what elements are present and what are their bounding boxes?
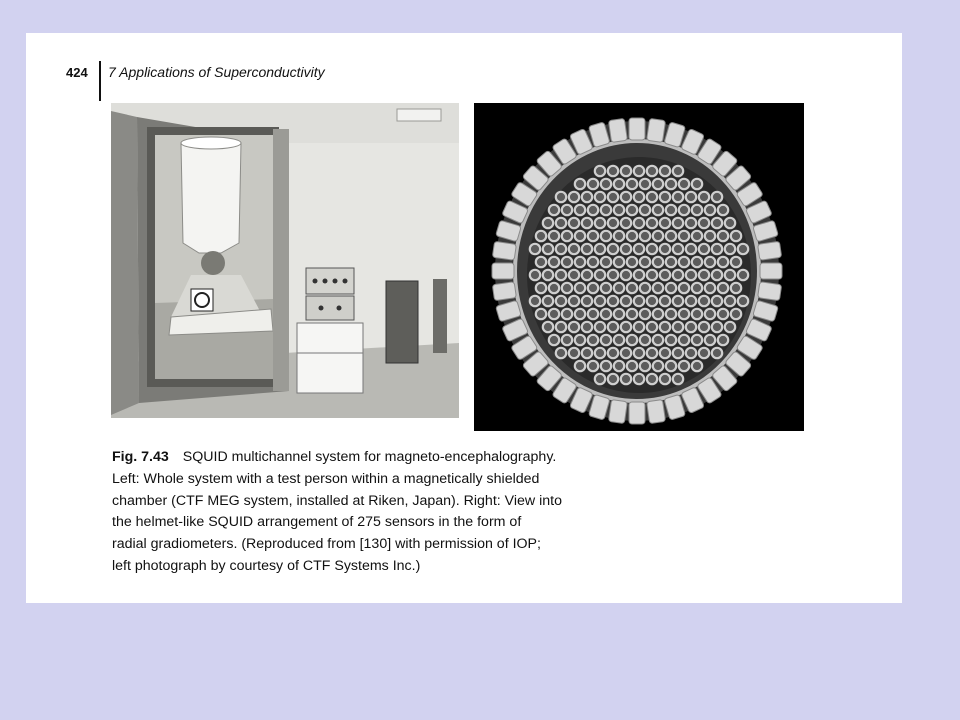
book-page [26, 33, 902, 603]
page-number: 424 [66, 65, 88, 80]
figure-label: Fig. 7.43 [112, 449, 169, 465]
squid-sensor-array-photo [474, 103, 804, 431]
figure-caption [112, 447, 632, 578]
running-head [66, 61, 466, 101]
header-rule [99, 61, 101, 101]
caption-line-3: chamber (CTF MEG system, installed at Riken, Japan). Right: View into [112, 492, 562, 509]
caption-line-5: radial gradiometers. (Reproduced from [130] with permission of IOP; [112, 536, 541, 553]
caption-text-1: SQUID multichannel system for magneto-encephalography. [182, 449, 557, 465]
meg-system-photo [111, 103, 459, 418]
meg-system-illustration [111, 103, 459, 418]
caption-line-1 [112, 447, 632, 469]
squid-helmet-illustration [474, 103, 804, 431]
caption-line-2: Left: Whole system with a test person within a magnetically shielded [112, 470, 540, 487]
chapter-title: 7 Applications of Superconductivity [108, 64, 325, 80]
caption-line-6: left photograph by courtesy of CTF Systems Inc.) [112, 557, 421, 574]
caption-line-4: the helmet-like SQUID arrangement of 275 sensors in the form of [112, 514, 522, 531]
